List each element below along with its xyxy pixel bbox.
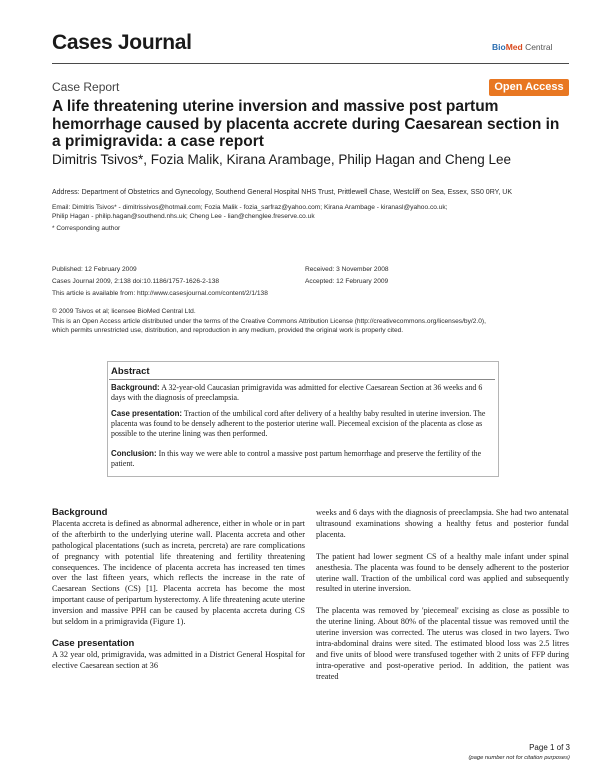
accepted-date: Accepted: 12 February 2009 xyxy=(305,277,389,285)
abstract-conclusion-text: In this way we were able to control a massive post partum hemorrhage and preserve the fertility of the patient. xyxy=(111,449,482,469)
email-line-2: Philip Hagan - philip.hagan@southend.nhs.uk; Cheng Lee - lian@chenglee.freserve.co.uk xyxy=(52,212,315,220)
journal-title: Cases Journal xyxy=(52,31,192,54)
logo-central-text: Central xyxy=(522,42,553,52)
background-heading: Background xyxy=(52,507,108,518)
license-line-2: which permits unrestricted use, distribution, and reproduction in any medium, provided the original work is properly cited. xyxy=(52,327,404,335)
right-column xyxy=(316,508,569,694)
abstract-background-text: A 32-year-old Caucasian primigravida was admitted for elective Caesarean Section at 36 weeks and 6 days with the diagnosis of preeclampsia. xyxy=(111,383,483,403)
license-block xyxy=(52,308,577,337)
abstract-case-label: Case presentation: xyxy=(111,409,183,418)
published-date: Published: 12 February 2009 xyxy=(52,266,137,273)
citation: Cases Journal 2009, 2:138 doi:10.1186/1757-1626-2-138 xyxy=(52,277,220,285)
abstract-case xyxy=(111,409,491,440)
copyright-line: © 2009 Tsivos et al; licensee BioMed Central Ltd. xyxy=(52,308,196,315)
received-date: Received: 3 November 2008 xyxy=(305,266,389,273)
right-paragraph-3: The placenta was removed by 'piecemeal' excising as close as possible to the uterine lining. About 80% of the placental tissue was removed until the uterine inversion was corrected. The uterus was closed in two layers. Two intra-abdominal drains were sited. The estimated blood loss was 2.5 litres and five units of blood were transfused together with 2 units of FFP during intra-operative and post-operative period. In addition, the patient was treated xyxy=(316,606,569,681)
header-rule xyxy=(52,63,569,64)
abstract-heading: Abstract xyxy=(111,366,150,377)
article-type: Case Report xyxy=(52,80,120,94)
case-presentation-paragraph: A 32 year old, primigravida, was admitted in a District General Hospital for elective Caesarean section at 36 xyxy=(52,649,305,670)
article-title: A life threatening uterine inversion and massive post partum hemorrhage caused by placenta accrete during Caesarean section in a primigravida: a case report xyxy=(52,98,560,150)
abstract-rule xyxy=(109,379,495,380)
submission-dates xyxy=(305,266,505,290)
right-paragraph-1: weeks and 6 days with the diagnosis of preeclampsia. She had two antenatal ultrasound examinations showing a healthy fetus and posterior fundal placenta. xyxy=(316,508,569,539)
background-paragraph: Placenta accreta is defined as abnormal adherence, either in whole or in part of the afterbirth to the underlying uterine wall. Placenta accreta and other pathological placentations (such as increta, percreta) are rare complications of pregnancy with potential life threatening and fertility threatening consequences. The incidence of placenta accreta has increased ten times over the last fifteen years, which reflects the increase in the rate of Caesarean Sections (CS) [1]. Placenta accreta has become the most important cause of peripartum hysterectomy. A life threatening acute uterine inversion and massive PPH can be caused by placenta accreta during CS but seldom in a primigravida (Figure 1). xyxy=(52,518,305,627)
open-access-badge: Open Access xyxy=(489,79,569,96)
abstract-background xyxy=(111,383,491,403)
logo-bio-text: Bio xyxy=(492,42,506,52)
author-emails xyxy=(52,204,572,221)
article-url[interactable]: This article is available from: http://www.casesjournal.com/content/2/1/138 xyxy=(52,289,268,297)
page-number-note: (page number not for citation purposes) xyxy=(468,755,570,761)
publisher-logo xyxy=(492,42,552,52)
email-line-1: Email: Dimitris Tsivos* - dimitrissivos@hotmail.com; Fozia Malik - fozia_sarfraz@yahoo.com; Kirana Arambage - kiranasl@yahoo.co.uk; xyxy=(52,204,448,211)
abstract-background-label: Background: xyxy=(111,383,160,392)
left-column xyxy=(52,508,305,683)
right-paragraph-2: The patient had lower segment CS of a healthy male infant under spinal anesthesia. The placenta was found to be densely adherent to the posterior uterine wall. Traction of the umbilical cord was applied and subsequently resulted in uterine inversion. xyxy=(316,551,569,594)
abstract-conclusion-label: Conclusion: xyxy=(111,449,157,458)
page-number: Page 1 of 3 xyxy=(529,743,570,752)
author-list: Dimitris Tsivos*, Fozia Malik, Kirana Arambage, Philip Hagan and Cheng Lee xyxy=(52,152,511,167)
license-line-1[interactable]: This is an Open Access article distributed under the terms of the Creative Commons Attribution License (http://creativecommons.org/licenses/by/2.0), xyxy=(52,317,486,325)
abstract-case-text: Traction of the umbilical cord after delivery of a healthy baby resulted in uterine inversion. The placenta was found to be densely adherent to the posterior uterine wall. Piecemeal excision of the placenta as close as possible to the uterine lining was then performed. xyxy=(111,409,486,439)
author-address: Address: Department of Obstetrics and Gynecology, Southend General Hospital NHS Trust, Prittlewell Chase, Westcliff on Sea, Essex, SS0 0RY, UK xyxy=(52,189,513,196)
corresponding-author-note: * Corresponding author xyxy=(52,225,121,232)
case-presentation-heading: Case presentation xyxy=(52,637,135,649)
abstract-conclusion xyxy=(111,449,491,469)
publication-info xyxy=(52,266,302,301)
logo-med-text: Med xyxy=(505,42,523,52)
